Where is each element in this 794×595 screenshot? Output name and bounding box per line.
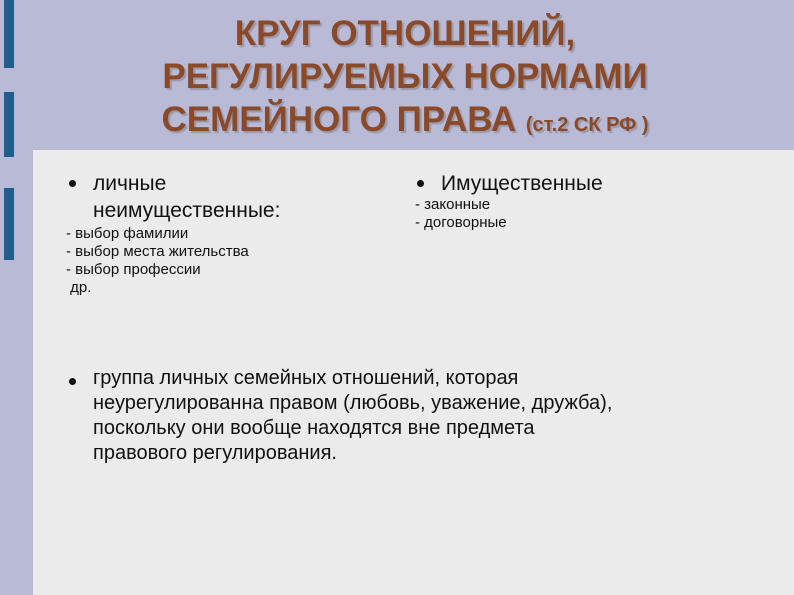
slide-title [120,12,690,147]
list-item: - законные [415,196,491,213]
title-line-3 [120,98,690,147]
paragraph-line: группа личных семейных отношений, которая [93,367,519,389]
list-item: - выбор профессии [66,261,201,278]
bottom-paragraph [93,366,612,466]
left-heading-line-2: неимущественные: [93,199,281,222]
sidebar-accent-bar [4,0,14,68]
right-items-list [415,196,507,232]
right-heading: Имущественные [441,172,603,195]
title-article-reference: (ст.2 СК РФ ) [525,114,649,136]
list-item: - договорные [415,214,507,231]
list-item: - выбор места жительства [66,243,249,260]
paragraph-line: поскольку они вообще находятся вне предмета [93,417,535,439]
paragraph-line: неурегулированна правом (любовь, уважение, дружба), [93,392,613,414]
left-items-list [66,225,249,297]
list-item: др. [66,279,92,296]
bullet-icon [69,180,76,187]
list-item: - выбор фамилии [66,225,189,242]
bullet-icon [69,378,76,385]
left-heading [93,170,280,224]
title-line-2: РЕГУЛИРУЕМЫХ НОРМАМИ [162,57,648,96]
title-line-3-main: СЕМЕЙНОГО ПРАВА [161,100,517,139]
sidebar-accent-bar [4,188,14,260]
paragraph-line: правового регулирования. [93,442,337,464]
left-heading-line-1: личные [93,172,167,195]
title-line-1: КРУГ ОТНОШЕНИЙ, [234,14,576,53]
bullet-icon [417,180,424,187]
sidebar-accent-bar [4,92,14,157]
